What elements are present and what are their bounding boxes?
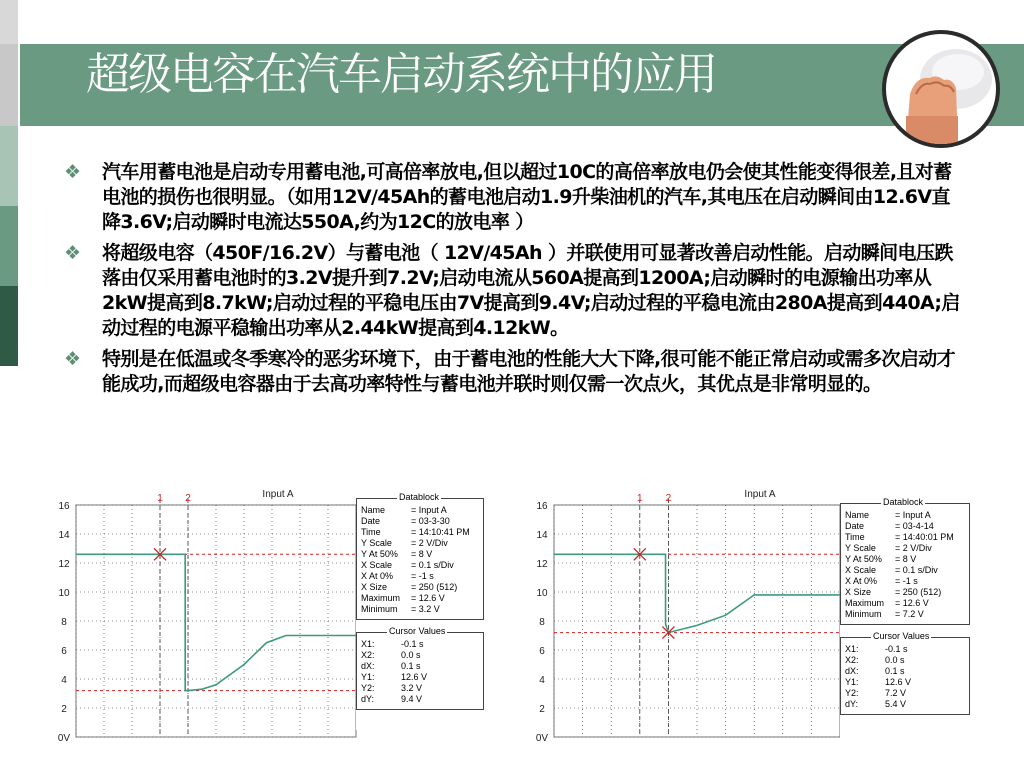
datablock-value: = 2 V/Div — [895, 543, 932, 553]
datablock-value: = Input A — [411, 505, 447, 515]
hand-mouse-logo — [882, 30, 1000, 148]
datablock-row — [845, 510, 931, 520]
datablock-value: = 3.2 V — [411, 604, 440, 614]
datablock-value: = Input A — [895, 510, 931, 520]
cursor-label: 1 — [157, 493, 163, 504]
cursor-value-row — [845, 666, 905, 676]
datablock-key: Time — [845, 532, 865, 542]
cursor-value-row — [361, 694, 422, 704]
cursor-value: 0.1 s — [885, 666, 905, 676]
bullet-item — [64, 160, 964, 235]
datablock-row — [361, 593, 445, 603]
cursor-key: dX: — [361, 661, 375, 671]
left-bar-3 — [0, 126, 18, 206]
cursor-value: 12.6 V — [885, 677, 912, 687]
y-tick-label: 2 — [61, 704, 67, 715]
datablock-row — [845, 587, 941, 597]
datablock-value: = 03-3-30 — [411, 516, 450, 526]
datablock-key: X Scale — [845, 565, 877, 575]
datablock-panel-1 — [356, 492, 484, 730]
datablock-key: Date — [361, 516, 381, 526]
datablock-section — [356, 492, 484, 620]
cursor-key: dX: — [845, 666, 859, 676]
datablock-row — [361, 538, 448, 548]
cursor-value: 0.1 s — [401, 661, 421, 671]
left-bar-2 — [0, 44, 18, 126]
datablock-value: = 12.6 V — [895, 598, 929, 608]
cursor-label: 1 — [637, 493, 643, 504]
series-trace — [76, 554, 356, 690]
cursor-key: X2: — [361, 650, 375, 660]
datablock-value: = 12.6 V — [411, 593, 445, 603]
datablock-row — [845, 532, 954, 542]
left-bar-5 — [0, 286, 18, 366]
cursor-values-header: Cursor Values — [389, 626, 446, 636]
cursor-key: dY: — [845, 699, 859, 709]
datablock-key: X Scale — [361, 560, 393, 570]
datablock-row — [361, 549, 432, 559]
datablock-key: Date — [845, 521, 865, 531]
cursor-value: -0.1 s — [401, 639, 424, 649]
y-tick-label: 0V — [57, 733, 71, 744]
y-tick-label: 6 — [539, 646, 545, 657]
cursor-key: X1: — [845, 644, 859, 654]
datablock-key: Name — [361, 505, 386, 515]
page-title: 超级电容在汽车启动系统中的应用 — [86, 49, 716, 100]
y-tick-label: 8 — [539, 617, 545, 628]
datablock-key: X At 0% — [845, 576, 878, 586]
y-tick-label: 14 — [58, 530, 70, 541]
datablock-key: Y Scale — [361, 538, 392, 548]
cursor-key: X2: — [845, 655, 859, 665]
cursor-value-row — [845, 644, 908, 654]
datablock-row — [361, 505, 447, 515]
cursor-key: X1: — [361, 639, 375, 649]
cursor-value: 7.2 V — [885, 688, 907, 698]
diamond-bullet-icon: ❖ — [64, 242, 81, 264]
y-tick-label: 6 — [61, 646, 67, 657]
datablock-row — [361, 516, 450, 526]
cursor-value: 0.0 s — [885, 655, 905, 665]
datablock-row — [845, 576, 918, 586]
y-tick-label: 4 — [61, 675, 67, 686]
left-bar-4 — [0, 206, 18, 286]
y-tick-label: 0V — [535, 733, 549, 744]
datablock-value: = 7.2 V — [895, 609, 924, 619]
cursor-value-row — [361, 650, 421, 660]
datablock-value: = 0.1 s/Div — [895, 565, 938, 575]
datablock-header: Datablock — [883, 497, 924, 507]
y-tick-label: 12 — [58, 559, 70, 570]
bullet-text: 汽车用蓄电池是启动专用蓄电池,可高倍率放电,但以超过10C的高倍率放电仍会使其性能变得很差,且对蓄电池的损伤也很明显。（如用12V/45Ah的蓄电池启动1.9升柴油机的汽车,其电压在启动瞬间由12.6V直降3.6V;启动瞬时电流达550A,约为12C的放电率 ） — [102, 161, 952, 233]
cursor-key: Y2: — [361, 683, 375, 693]
datablock-row — [361, 582, 457, 592]
y-tick-label: 4 — [539, 675, 545, 686]
left-bar-1 — [0, 0, 18, 44]
datablock-value: = 8 V — [895, 554, 917, 564]
y-tick-label: 16 — [58, 501, 70, 512]
datablock-key: Y Scale — [845, 543, 876, 553]
datablock-row — [845, 521, 934, 531]
datablock-row — [845, 565, 938, 575]
cursor-value: 5.4 V — [885, 699, 907, 709]
datablock-value: = -1 s — [895, 576, 918, 586]
datablock-value: = -1 s — [411, 571, 434, 581]
datablock-row — [361, 571, 434, 581]
cursor-values-section — [840, 631, 970, 715]
datablock-key: Minimum — [845, 609, 882, 619]
datablock-key: Time — [361, 527, 381, 537]
y-tick-label: 14 — [536, 530, 548, 541]
chart-title: Input A — [262, 489, 294, 500]
y-tick-label: 8 — [61, 617, 67, 628]
datablock-key: X Size — [361, 582, 388, 592]
cursor-value-row — [361, 672, 427, 682]
cursor-value-row — [845, 688, 906, 698]
hand-mouse-icon — [886, 34, 996, 144]
bullet-text: 特别是在低温或冬季寒冷的恶劣环境下，由于蓄电池的性能大大下降,很可能不能正常启动或需多次启动才能成功,而超级电容器由于去高功率特性与蓄电池并联时则仅需一次点火，其优点是非常明显的。 — [102, 348, 956, 395]
datablock-key: Name — [845, 510, 870, 520]
datablock-key: Y At 50% — [361, 549, 398, 559]
cursor-key: Y1: — [845, 677, 859, 687]
datablock-value: = 03-4-14 — [895, 521, 934, 531]
datablock-value: = 8 V — [411, 549, 433, 559]
cursor-key: dY: — [361, 694, 375, 704]
datablock-value: = 250 (512) — [411, 582, 458, 592]
cursor-label: 2 — [185, 493, 191, 504]
cursor-value: 9.4 V — [401, 694, 423, 704]
datablock-key: Y At 50% — [845, 554, 882, 564]
datablock-key: Maximum — [361, 593, 401, 603]
y-tick-label: 16 — [536, 501, 548, 512]
datablock-row — [361, 604, 440, 614]
datablock-row — [361, 527, 470, 537]
datablock-row — [845, 543, 932, 553]
cursor-value: 3.2 V — [401, 683, 423, 693]
y-tick-label: 2 — [539, 704, 545, 715]
datablock-key: Minimum — [361, 604, 398, 614]
bullet-item — [64, 347, 964, 397]
cursor-key: Y1: — [361, 672, 375, 682]
diamond-bullet-icon: ❖ — [64, 161, 81, 183]
cursor-value: -0.1 s — [885, 644, 908, 654]
chart-title: Input A — [744, 489, 776, 500]
cursor-value-row — [361, 661, 421, 671]
cursor-value-row — [845, 677, 911, 687]
cursor-value-row — [845, 699, 906, 709]
cursor-value-row — [845, 655, 905, 665]
datablock-value: = 250 (512) — [895, 587, 942, 597]
cursor-value: 0.0 s — [401, 650, 421, 660]
cursor-label: 2 — [665, 493, 672, 504]
datablock-key: Maximum — [845, 598, 885, 608]
datablock-value: = 14:40:01 PM — [895, 532, 954, 542]
datablock-value: = 2 V/Div — [411, 538, 448, 548]
datablock-row — [845, 609, 924, 619]
datablock-key: X At 0% — [361, 571, 394, 581]
datablock-row — [845, 598, 929, 608]
datablock-row — [361, 560, 454, 570]
cursor-values-header: Cursor Values — [873, 631, 930, 641]
datablock-section — [840, 497, 970, 625]
diamond-bullet-icon: ❖ — [64, 348, 81, 370]
cursor-value-row — [361, 683, 422, 693]
bullet-item — [64, 241, 964, 341]
datablock-value: = 0.1 s/Div — [411, 560, 454, 570]
datablock-value: = 14:10:41 PM — [411, 527, 470, 537]
bullet-list — [64, 160, 964, 403]
y-tick-label: 12 — [536, 559, 548, 570]
y-tick-label: 10 — [536, 588, 548, 599]
y-tick-label: 10 — [58, 588, 70, 599]
cursor-value-row — [361, 639, 424, 649]
bullet-text: 将超级电容（450F/16.2V）与蓄电池（ 12V/45Ah ）并联使用可显著改善启动性能。启动瞬间电压跌落由仅采用蓄电池时的3.2V提升到7.2V;启动电流从560A提高到1200A;启动瞬时的电源输出功率从2kW提高到8.7kW;启动过程的平稳电压由7V提高到9.4V;启动过程的平稳电流由280A提高到440A;启动过程的电源平稳输出功率从2.44kW提高到4.12kW。 — [102, 242, 960, 339]
cursor-key: Y2: — [845, 688, 859, 698]
datablock-header: Datablock — [399, 492, 440, 502]
datablock-panel-2 — [840, 497, 970, 742]
datablock-row — [845, 554, 916, 564]
datablock-key: X Size — [845, 587, 872, 597]
cursor-value: 12.6 V — [401, 672, 428, 682]
cursor-values-section — [356, 626, 484, 710]
